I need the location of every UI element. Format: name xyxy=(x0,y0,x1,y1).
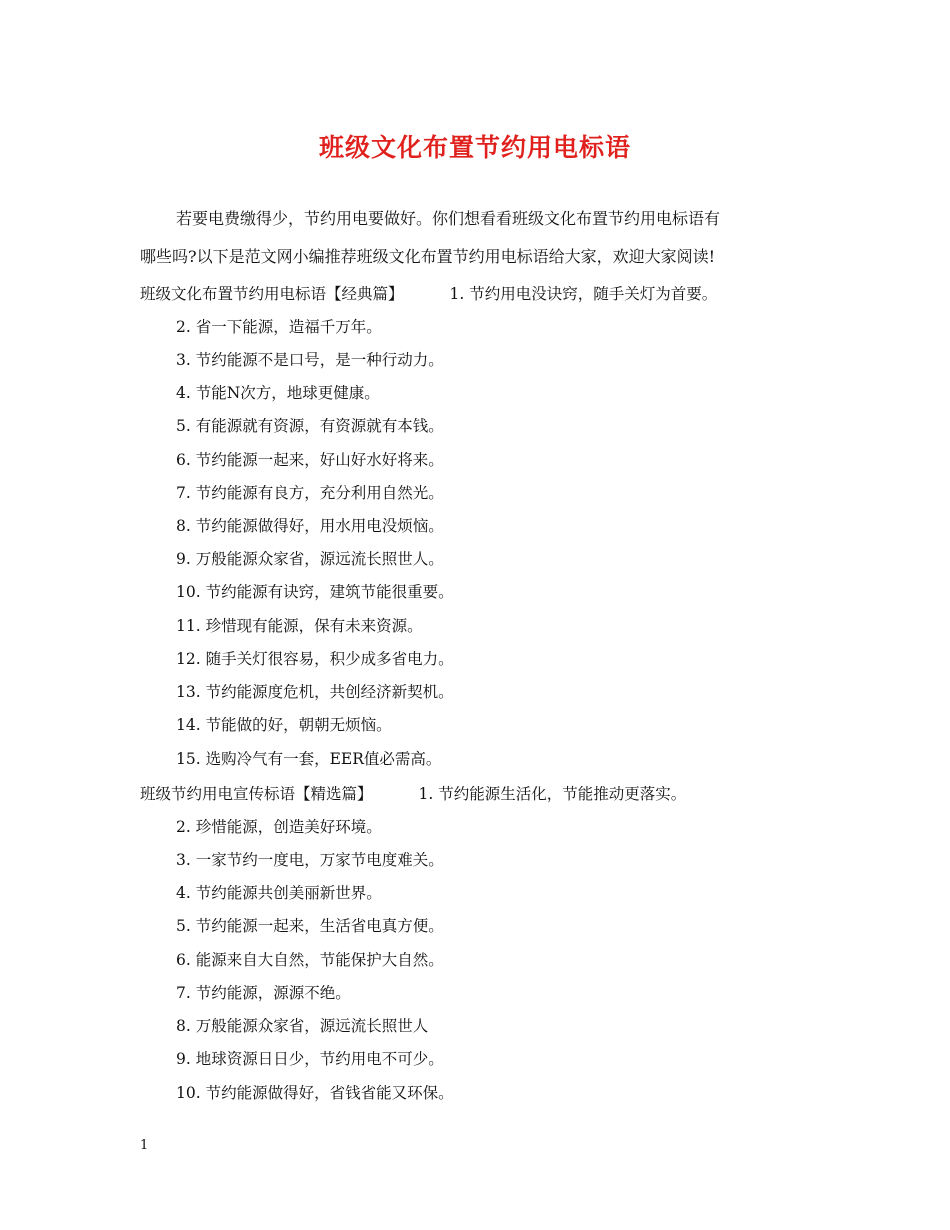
list-item: 1. 节约能源生活化，节能推动更落实。 xyxy=(418,785,687,803)
list-item: 11. 珍惜现有能源，保有未来资源。 xyxy=(176,617,423,635)
list-item: 5. 节约能源一起来，生活省电真方便。 xyxy=(176,917,444,935)
list-item: 4. 节能N次方，地球更健康。 xyxy=(176,384,380,402)
page-number: 1 xyxy=(140,1138,149,1153)
list-item: 2. 珍惜能源，创造美好环境。 xyxy=(176,818,382,836)
intro-paragraph-line-1: 若要电费缴得少，节约用电要做好。你们想看看班级文化布置节约用电标语有 xyxy=(176,209,721,228)
list-item: 8. 万般能源众家省，源远流长照世人 xyxy=(176,1017,429,1035)
list-item: 5. 有能源就有资源，有资源就有本钱。 xyxy=(176,417,444,435)
list-item: 6. 节约能源一起来，好山好水好将来。 xyxy=(176,451,444,469)
list-item: 2. 省一下能源，造福千万年。 xyxy=(176,318,382,336)
list-item: 7. 节约能源，源源不绝。 xyxy=(176,984,351,1002)
intro-paragraph-line-2: 哪些吗?以下是范文网小编推荐班级文化布置节约用电标语给大家，欢迎大家阅读! xyxy=(140,247,716,266)
list-item: 15. 选购冷气有一套，EER值必需高。 xyxy=(176,750,442,768)
section-heading-text: 班级文化布置节约用电标语【经典篇】 xyxy=(140,285,404,303)
section-heading-classic xyxy=(140,282,717,304)
list-item: 14. 节能做的好，朝朝无烦恼。 xyxy=(176,716,392,734)
list-item: 3. 节约能源不是口号，是一种行动力。 xyxy=(176,351,444,369)
section-heading-text: 班级节约用电宣传标语【精选篇】 xyxy=(140,785,373,803)
list-item: 12. 随手关灯很容易，积少成多省电力。 xyxy=(176,650,454,668)
list-item: 9. 地球资源日日少，节约用电不可少。 xyxy=(176,1050,444,1068)
list-item: 6. 能源来自大自然，节能保护大自然。 xyxy=(176,951,444,969)
list-item: 1. 节约用电没诀窍，随手关灯为首要。 xyxy=(449,285,718,303)
list-item: 10. 节约能源做得好，省钱省能又环保。 xyxy=(176,1084,454,1102)
list-item: 8. 节约能源做得好，用水用电没烦恼。 xyxy=(176,517,444,535)
document-title: 班级文化布置节约用电标语 xyxy=(318,133,631,162)
list-item: 13. 节约能源度危机，共创经济新契机。 xyxy=(176,683,454,701)
section-heading-selected xyxy=(140,782,686,804)
list-item: 7. 节约能源有良方，充分利用自然光。 xyxy=(176,484,444,502)
list-item: 9. 万般能源众家省，源远流长照世人。 xyxy=(176,550,444,568)
list-item: 3. 一家节约一度电，万家节电度难关。 xyxy=(176,851,444,869)
list-item: 10. 节约能源有诀窍，建筑节能很重要。 xyxy=(176,583,454,601)
list-item: 4. 节约能源共创美丽新世界。 xyxy=(176,884,382,902)
